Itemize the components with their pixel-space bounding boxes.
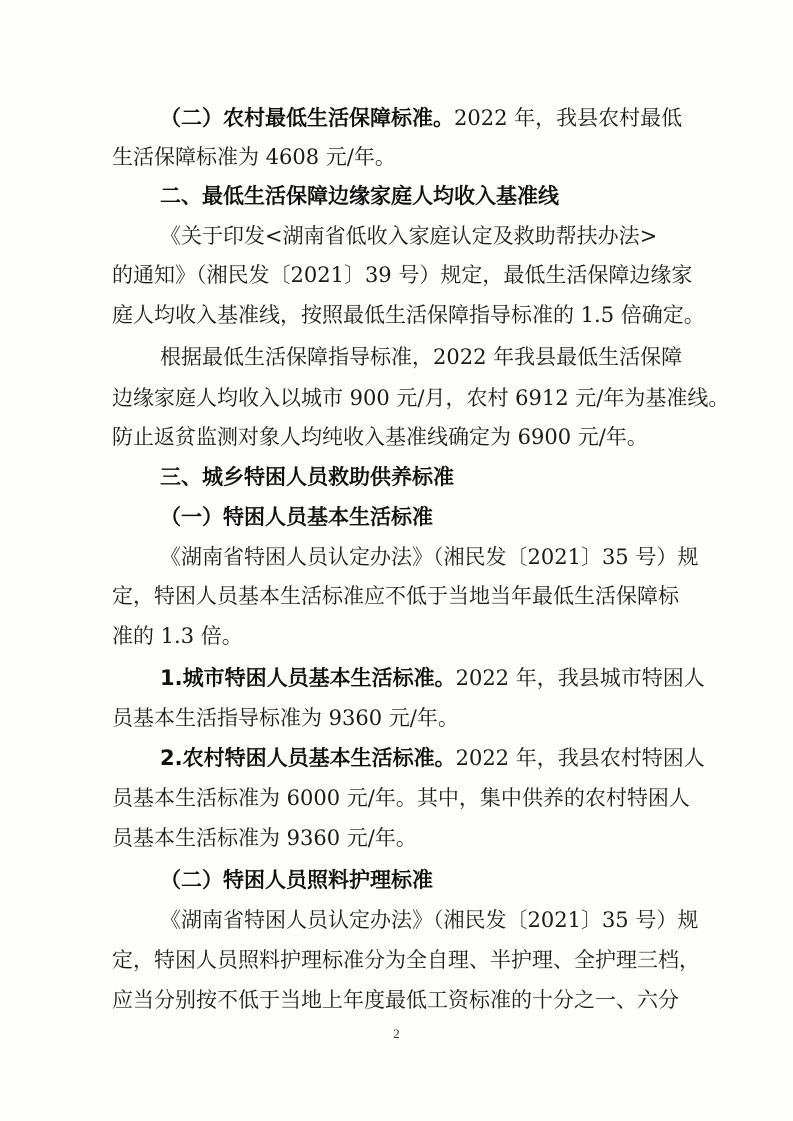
text-line-18: 员基本生活标准为 6000 元/年。其中，集中供养的农村特困人 (112, 786, 690, 810)
text-line-15: 1.城市特困人员基本生活标准。2022 年，我县城市特困人 (160, 666, 705, 690)
text-line-14: 准的 1.3 倍。 (112, 624, 243, 648)
text-line-8: 边缘家庭人均收入以城市 900 元/月，农村 6912 元/年为基准线。 (112, 386, 730, 410)
section-heading-3: 三、城乡特困人员救助供养标准 (160, 465, 454, 489)
text-line-13: 定，特困人员基本生活标准应不低于当地当年最低生活保障标 (112, 584, 679, 608)
subheading-basic-living-standard: （一）特困人员基本生活标准 (160, 505, 433, 529)
subheading-care-standard: （二）特困人员照料护理标准 (160, 868, 433, 892)
item-rural-standard: 2.农村特困人员基本生活标准。 (160, 746, 456, 770)
text-line-16: 员基本生活指导标准为 9360 元/年。 (112, 706, 459, 730)
text-line-17: 2.农村特困人员基本生活标准。2022 年，我县农村特困人 (160, 746, 705, 770)
subheading-rural-minimum-standard: （二）农村最低生活保障标准。 (160, 106, 454, 130)
section-heading-2: 二、最低生活保障边缘家庭人均收入基准线 (160, 184, 559, 208)
text-line-4: 《关于印发<湖南省低收入家庭认定及救助帮扶办法> (160, 224, 658, 248)
page-number: 2 (393, 1026, 400, 1041)
text-line-5: 的通知》（湘民发〔2021〕39 号）规定，最低生活保障边缘家 (112, 263, 693, 287)
text-line-2: 生活保障标准为 4608 元/年。 (112, 145, 396, 169)
text-line-1: （二）农村最低生活保障标准。2022 年，我县农村最低 (160, 106, 683, 130)
text-line-23: 应当分别按不低于当地上年度最低工资标准的十分之一、六分 (112, 988, 679, 1012)
text-line-12: 《湖南省特困人员认定办法》（湘民发〔2021〕35 号）规 (160, 545, 699, 569)
text-line-22: 定，特困人员照料护理标准分为全自理、半护理、全护理三档， (112, 948, 700, 972)
text-line-21: 《湖南省特困人员认定办法》（湘民发〔2021〕35 号）规 (160, 908, 699, 932)
text-line-6: 庭人均收入基准线，按照最低生活保障指导标准的 1.5 倍确定。 (112, 303, 705, 327)
text-line-19: 员基本生活标准为 9360 元/年。 (112, 826, 417, 850)
text-line-9: 防止返贫监测对象人均纯收入基准线确定为 6900 元/年。 (112, 425, 648, 449)
item-urban-standard: 1.城市特困人员基本生活标准。 (160, 666, 456, 690)
text-line-7: 根据最低生活保障指导标准，2022 年我县最低生活保障 (160, 345, 683, 369)
